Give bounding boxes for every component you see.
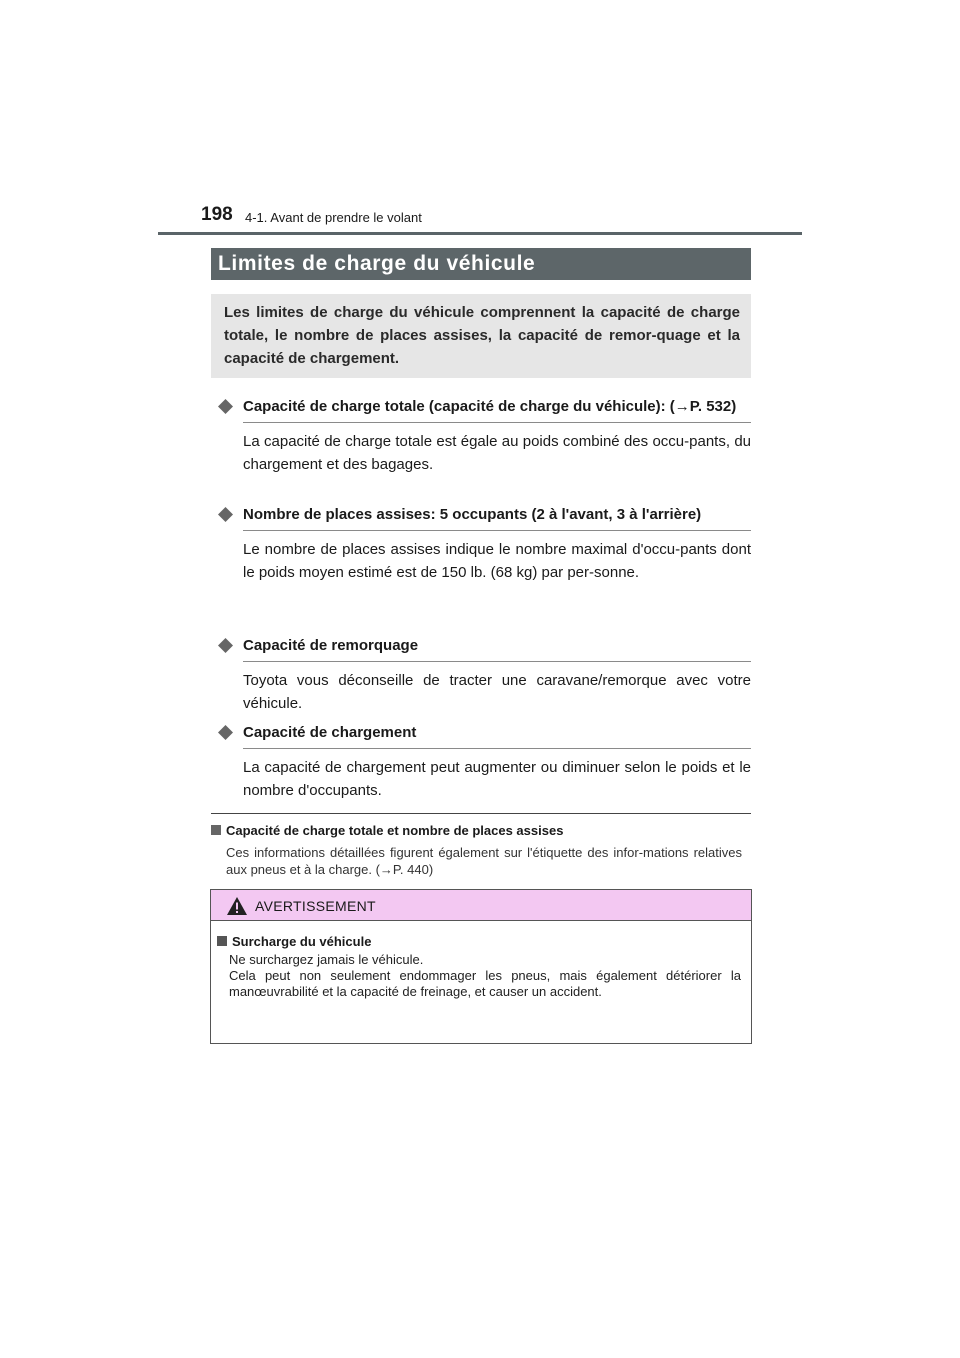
diamond-bullet-icon: [218, 399, 233, 414]
diamond-bullet-icon: [218, 507, 233, 522]
header-rule: [158, 232, 802, 235]
note-heading-text: Capacité de charge totale et nombre de places assises: [226, 823, 564, 838]
item-heading: Nombre de places assises: 5 occupants (2 à l'avant, 3 à l'arrière): [243, 506, 702, 523]
item-body: Toyota vous déconseille de tracter une caravane/remorque avec votre véhicule.: [243, 672, 751, 712]
warning-subheading-text: Surcharge du véhicule: [232, 934, 372, 949]
item-body: La capacité de charge totale est égale au poids combiné des occu-pants, du chargement et des bagages.: [243, 433, 751, 473]
item-rule: [243, 530, 751, 531]
warning-title: AVERTISSEMENT: [255, 898, 376, 914]
title-bar: [211, 248, 751, 280]
section-divider: [211, 813, 751, 814]
item-rule: [243, 422, 751, 423]
diamond-bullet-icon: [218, 725, 233, 740]
warning-triangle-icon: [227, 897, 247, 915]
square-bullet-icon: [217, 936, 227, 946]
warning-subheading: [217, 934, 371, 949]
warning-body: [229, 952, 741, 1000]
warning-header: [211, 890, 751, 921]
section-reference: 4-1. Avant de prendre le volant: [245, 210, 422, 225]
item-heading: Capacité de charge totale (capacité de charge du véhicule): (→P. 532): [243, 398, 737, 415]
intro-text: Les limites de charge du véhicule comprennent la capacité de charge totale, le nombre de places assises, la capacité de remor-quage et la capacité de chargement.: [224, 304, 740, 367]
list-item: [218, 395, 751, 476]
note-heading: [211, 823, 751, 838]
page-number: 198: [201, 204, 233, 225]
diamond-bullet-icon: [218, 638, 233, 653]
item-body: La capacité de chargement peut augmenter ou diminuer selon le poids et le nombre d'occupants.: [243, 759, 751, 799]
list-item: [218, 503, 751, 584]
list-item: [218, 721, 751, 802]
note-body: Ces informations détaillées figurent également sur l'étiquette des infor-mations relatives aux pneus et à la charge. (→P. 440): [226, 845, 742, 877]
item-body: Le nombre de places assises indique le nombre maximal d'occu-pants dont le poids moyen estimé est de 150 lb. (68 kg) par per-sonne.: [243, 541, 751, 581]
intro-box: [211, 294, 751, 378]
item-rule: [243, 661, 751, 662]
warning-line: Ne surchargez jamais le véhicule.: [229, 952, 424, 967]
warning-box: [210, 889, 752, 1044]
list-item: [218, 634, 751, 715]
square-bullet-icon: [211, 825, 221, 835]
item-rule: [243, 748, 751, 749]
item-heading: Capacité de chargement: [243, 724, 417, 741]
page-title: Limites de charge du véhicule: [218, 252, 536, 275]
warning-line: Cela peut non seulement endommager les pneus, mais également détériorer la manœuvrabilité et la capacité de freinage, et causer un accident.: [229, 968, 741, 999]
item-heading: Capacité de remorquage: [243, 637, 419, 654]
